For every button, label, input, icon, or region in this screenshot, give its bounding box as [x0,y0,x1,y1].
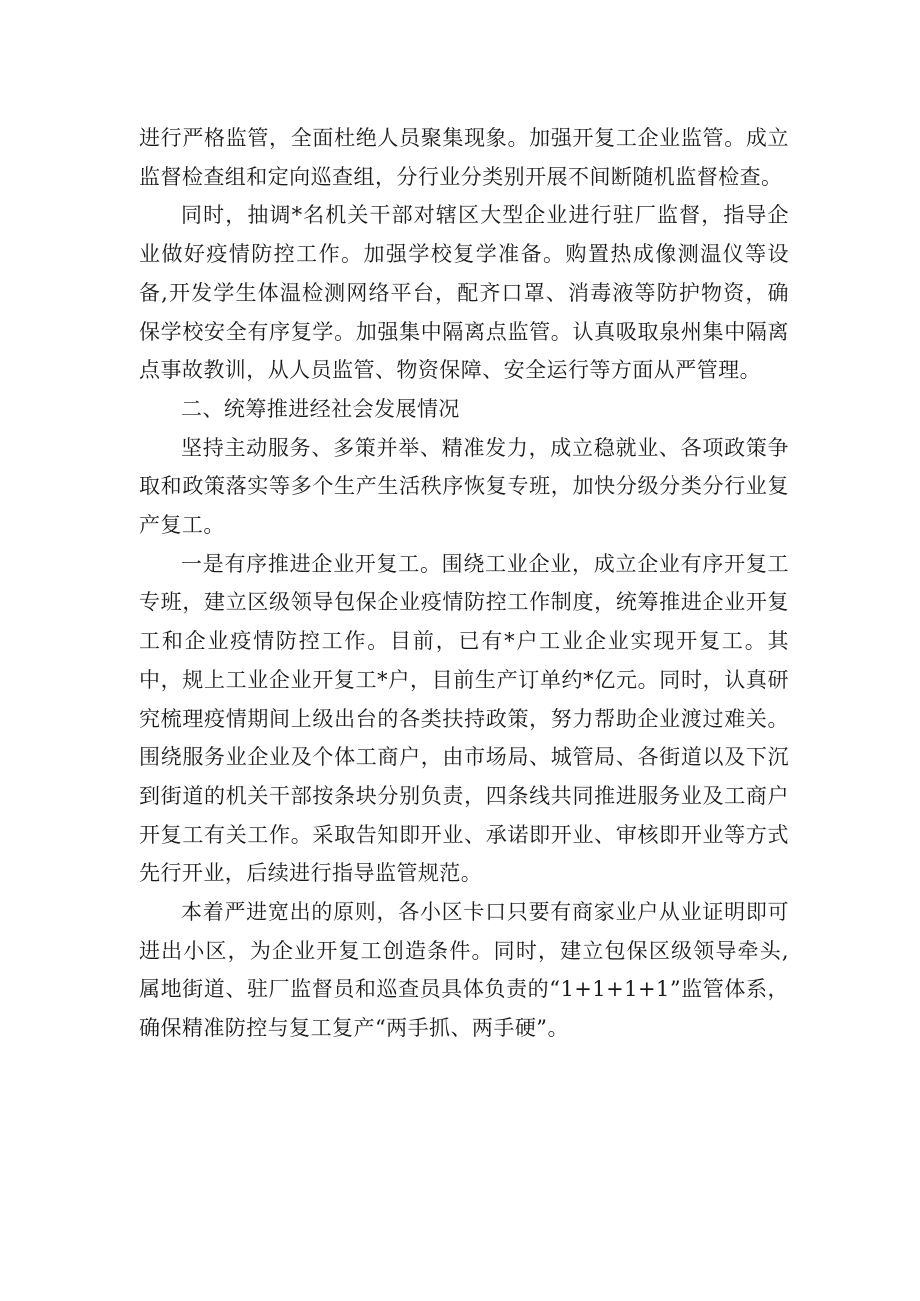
section-heading: 二、统筹推进经社会发展情况 [181,396,460,421]
paragraph-overview: 坚持主动服务、多策并举、精准发力，成立稳就业、各项政策争取和政策落实等多个生产生活秩序恢复专班，加快分级分类分行业复产复工。 [139,435,789,538]
paragraph-enterprise-resumption: 一是有序推进企业开复工。围绕工业企业，成立企业有序开复工专班，建立区级领导包保企业疫情防控工作制度，统筹推进企业开复工和企业疫情防控工作。目前，已有*户工业企业实现开复工。其中，规上工业企业开复工*户，目前生产订单约*亿元。同时，认真研究梳理疫情期间上级出台的各类扶持政策，努力帮助企业渡过难关。围绕服务业企业及个体工商户，由市场局、城管局、各街道以及下沉到街道的机关干部按条块分别负责，四条线共同推进服务业及工商户开复工有关工作。采取告知即开业、承诺即开业、审核即开业等方式先行开业，后续进行指导监管规范。 [139,551,789,886]
paragraph-supervision: 进行严格监管，全面杜绝人员聚集现象。加强开复工企业监管。成立监督检查组和定向巡查组，分行业分类别开展不间断随机监督检查。 [139,126,789,189]
document-body [139,119,789,1048]
paragraph-community-access: 本着严进宽出的原则，各小区卡口只要有商家业户从业证明即可进出小区，为企业开复工创造条件。同时，建立包保区级领导牵头,属地街道、驻厂监督员和巡查员具体负责的“1+1+1+1”监管体系，确保精准防控与复工复产“两手抓、两手硬”。 [139,900,789,1041]
paragraph-resident-supervision: 同时，抽调*名机关干部对辖区大型企业进行驻厂监督，指导企业做好疫情防控工作。加强学校复学准备。购置热成像测温仪等设备,开发学生体温检测网络平台，配齐口罩、消毒液等防护物资，确保学校安全有序复学。加强集中隔离点监管。认真吸取泉州集中隔离点事故教训，从人员监管、物资保障、安全运行等方面从严管理。 [139,203,789,383]
